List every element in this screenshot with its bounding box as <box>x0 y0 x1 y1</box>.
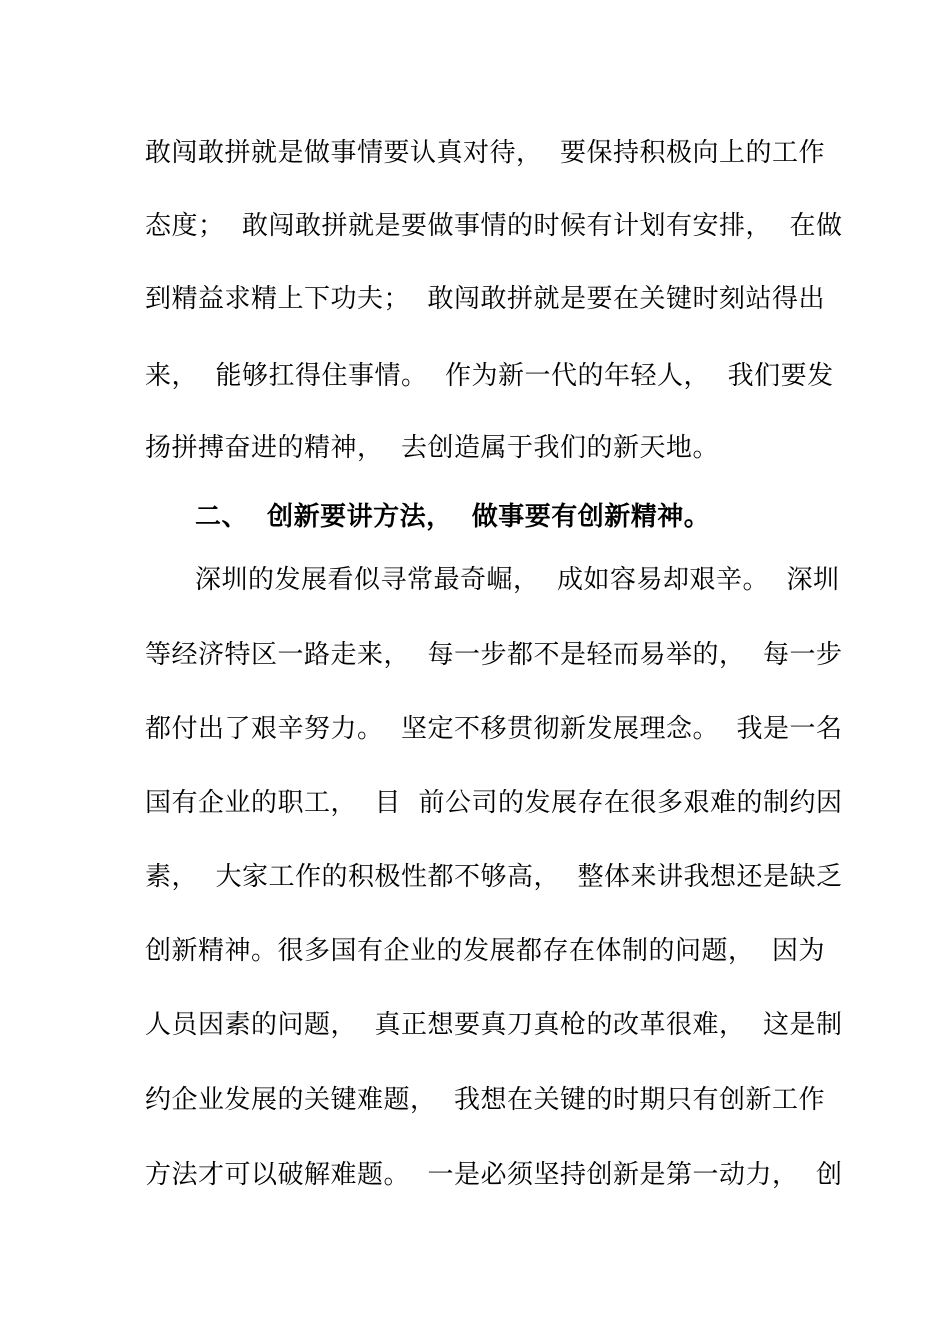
paragraph-line: 来， 能够扛得住事情。 作为新一代的年轻人， 我们要发 <box>145 361 834 391</box>
paragraph-line: 约企业发展的关键难题， 我想在关键的时期只有创新工作 <box>145 1085 826 1115</box>
paragraph-line: 方法才可以破解难题。 一是必须坚持创新是第一动力， 创 <box>145 1160 843 1190</box>
paragraph-line: 到精益求精上下功夫； 敢闯敢拼就是要在关键时刻站得出 <box>145 284 826 314</box>
paragraph-line: 态度； 敢闯敢拼就是要做事情的时候有计划有安排， 在做 <box>145 211 843 241</box>
paragraph-line: 创新精神。很多国有企业的发展都存在体制的问题， 因为 <box>145 936 826 966</box>
section-heading: 二、 创新要讲方法， 做事要有创新精神。 <box>195 502 711 532</box>
paragraph-line: 扬拼搏奋进的精神， 去创造属于我们的新天地。 <box>145 433 720 463</box>
paragraph-line: 等经济特区一路走来， 每一步都不是轻而易举的， 每一步 <box>145 640 843 670</box>
paragraph-line: 都付出了艰辛努力。 坚定不移贯彻新发展理念。 我是一名 <box>145 714 843 744</box>
paragraph-line: 素， 大家工作的积极性都不够高， 整体来讲我想还是缺乏 <box>145 862 843 892</box>
paragraph-line: 人员因素的问题， 真正想要真刀真枪的改革很难， 这是制 <box>145 1010 843 1040</box>
paragraph-line: 国有企业的职工， 目 前公司的发展存在很多艰难的制约因 <box>145 788 843 818</box>
paragraph-line: 敢闯敢拼就是做事情要认真对待， 要保持积极向上的工作 <box>145 138 826 168</box>
paragraph-line: 深圳的发展看似寻常最奇崛， 成如容易却艰辛。 深圳 <box>195 565 840 595</box>
